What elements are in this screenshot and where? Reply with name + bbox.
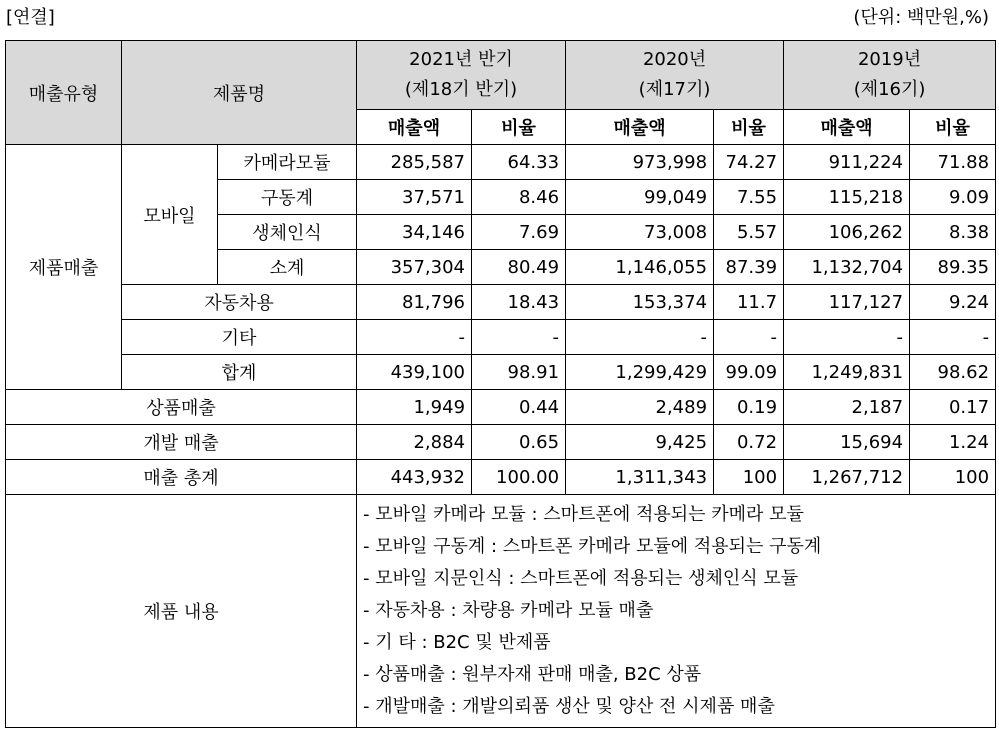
unit-caption: (단위: 백만원,%) bbox=[853, 7, 989, 28]
ratio-header: 비율 bbox=[472, 110, 566, 145]
period-header-2020 bbox=[566, 41, 784, 110]
row-label: 생체인식 bbox=[218, 215, 357, 250]
cell-value: 64.33 bbox=[472, 145, 566, 180]
sales-amount-header: 매출액 bbox=[566, 110, 714, 145]
cell-value: 7.69 bbox=[472, 215, 566, 250]
cell-value: 71.88 bbox=[910, 145, 996, 180]
row-label: 합계 bbox=[122, 355, 357, 390]
table-row bbox=[6, 145, 996, 180]
cell-value: 0.72 bbox=[714, 425, 784, 460]
product-sales-group-label: 제품매출 bbox=[6, 145, 122, 390]
cell-value: 100 bbox=[714, 460, 784, 495]
cell-value: 1,132,704 bbox=[784, 250, 910, 285]
period-year: 2019년 bbox=[857, 49, 922, 70]
cell-value: 1,949 bbox=[357, 390, 472, 425]
cell-value: 99.09 bbox=[714, 355, 784, 390]
cell-value: 37,571 bbox=[357, 180, 472, 215]
cell-value: 89.35 bbox=[910, 250, 996, 285]
cell-value: - bbox=[784, 320, 910, 355]
cell-value: 73,008 bbox=[566, 215, 714, 250]
period-term: (제18기 반기) bbox=[404, 79, 518, 100]
cell-value: 115,218 bbox=[784, 180, 910, 215]
cell-value: 34,146 bbox=[357, 215, 472, 250]
cell-value: 153,374 bbox=[566, 285, 714, 320]
product-description-label: 제품 내용 bbox=[6, 495, 357, 728]
note-line: - 기 타 : B2C 및 반제품 bbox=[363, 632, 551, 653]
cell-value: 911,224 bbox=[784, 145, 910, 180]
cell-value: 439,100 bbox=[357, 355, 472, 390]
note-line: - 상품매출 : 원부자재 판매 매출, B2C 상품 bbox=[363, 664, 702, 685]
cell-value: 443,932 bbox=[357, 460, 472, 495]
cell-value: 8.46 bbox=[472, 180, 566, 215]
table-row bbox=[6, 285, 996, 320]
note-line: - 모바일 지문인식 : 스마트폰에 적용되는 생체인식 모듈 bbox=[363, 568, 799, 589]
product-name-header: 제품명 bbox=[122, 41, 357, 145]
cell-value: 87.39 bbox=[714, 250, 784, 285]
cell-value: 0.19 bbox=[714, 390, 784, 425]
cell-value: 1,299,429 bbox=[566, 355, 714, 390]
row-label: 카메라모듈 bbox=[218, 145, 357, 180]
cell-value: 81,796 bbox=[357, 285, 472, 320]
period-year: 2020년 bbox=[642, 49, 707, 70]
period-header-2019 bbox=[784, 41, 996, 110]
cell-value: 357,304 bbox=[357, 250, 472, 285]
sales-table bbox=[5, 40, 996, 728]
notes-row bbox=[6, 495, 996, 728]
note-line: - 모바일 카메라 모듈 : 스마트폰에 적용되는 카메라 모듈 bbox=[363, 504, 804, 525]
cell-value: 9,425 bbox=[566, 425, 714, 460]
ratio-header: 비율 bbox=[910, 110, 996, 145]
cell-value: 15,694 bbox=[784, 425, 910, 460]
note-line: - 모바일 구동계 : 스마트폰 카메라 모듈에 적용되는 구동계 bbox=[363, 536, 822, 557]
cell-value: 0.17 bbox=[910, 390, 996, 425]
cell-value: 7.55 bbox=[714, 180, 784, 215]
cell-value: 80.49 bbox=[472, 250, 566, 285]
sales-amount-header: 매출액 bbox=[784, 110, 910, 145]
cell-value: 8.38 bbox=[910, 215, 996, 250]
ratio-header: 비율 bbox=[714, 110, 784, 145]
table-row bbox=[6, 355, 996, 390]
cell-value: 1,267,712 bbox=[784, 460, 910, 495]
row-label: 소계 bbox=[218, 250, 357, 285]
table-row bbox=[6, 390, 996, 425]
consolidated-caption: [연결] bbox=[6, 7, 55, 28]
cell-value: 0.65 bbox=[472, 425, 566, 460]
cell-value: 973,998 bbox=[566, 145, 714, 180]
cell-value: 18.43 bbox=[472, 285, 566, 320]
product-description-list bbox=[357, 495, 996, 728]
cell-value: 74.27 bbox=[714, 145, 784, 180]
row-label: 매출 총계 bbox=[6, 460, 357, 495]
header-row-periods bbox=[6, 41, 996, 110]
cell-value: 1,249,831 bbox=[784, 355, 910, 390]
sales-amount-header: 매출액 bbox=[357, 110, 472, 145]
cell-value: - bbox=[910, 320, 996, 355]
cell-value: 1,146,055 bbox=[566, 250, 714, 285]
note-line: - 자동차용 : 차량용 카메라 모듈 매출 bbox=[363, 600, 654, 621]
cell-value: - bbox=[472, 320, 566, 355]
table-row bbox=[6, 320, 996, 355]
row-label: 개발 매출 bbox=[6, 425, 357, 460]
period-header-2021h1 bbox=[357, 41, 566, 110]
cell-value: 100.00 bbox=[472, 460, 566, 495]
note-line: - 개발매출 : 개발의뢰품 생산 및 양산 전 시제품 매출 bbox=[363, 696, 775, 717]
mobile-group-label: 모바일 bbox=[122, 145, 218, 285]
cell-value: - bbox=[714, 320, 784, 355]
cell-value: 98.62 bbox=[910, 355, 996, 390]
cell-value: 2,884 bbox=[357, 425, 472, 460]
table-row bbox=[6, 460, 996, 495]
period-year: 2021년 반기 bbox=[409, 49, 513, 70]
table-row bbox=[6, 425, 996, 460]
cell-value: 117,127 bbox=[784, 285, 910, 320]
cell-value: 98.91 bbox=[472, 355, 566, 390]
cell-value: 2,187 bbox=[784, 390, 910, 425]
cell-value: 9.24 bbox=[910, 285, 996, 320]
row-label: 자동차용 bbox=[122, 285, 357, 320]
period-term: (제16기) bbox=[853, 79, 926, 100]
row-label: 기타 bbox=[122, 320, 357, 355]
sales-type-header: 매출유형 bbox=[6, 41, 122, 145]
cell-value: 285,587 bbox=[357, 145, 472, 180]
cell-value: 5.57 bbox=[714, 215, 784, 250]
row-label: 구동계 bbox=[218, 180, 357, 215]
cell-value: 106,262 bbox=[784, 215, 910, 250]
cell-value: 100 bbox=[910, 460, 996, 495]
cell-value: 9.09 bbox=[910, 180, 996, 215]
cell-value: 1,311,343 bbox=[566, 460, 714, 495]
cell-value: 2,489 bbox=[566, 390, 714, 425]
row-label: 상품매출 bbox=[6, 390, 357, 425]
period-term: (제17기) bbox=[638, 79, 711, 100]
cell-value: 11.7 bbox=[714, 285, 784, 320]
cell-value: 1.24 bbox=[910, 425, 996, 460]
cell-value: 0.44 bbox=[472, 390, 566, 425]
cell-value: - bbox=[357, 320, 472, 355]
cell-value: 99,049 bbox=[566, 180, 714, 215]
cell-value: - bbox=[566, 320, 714, 355]
